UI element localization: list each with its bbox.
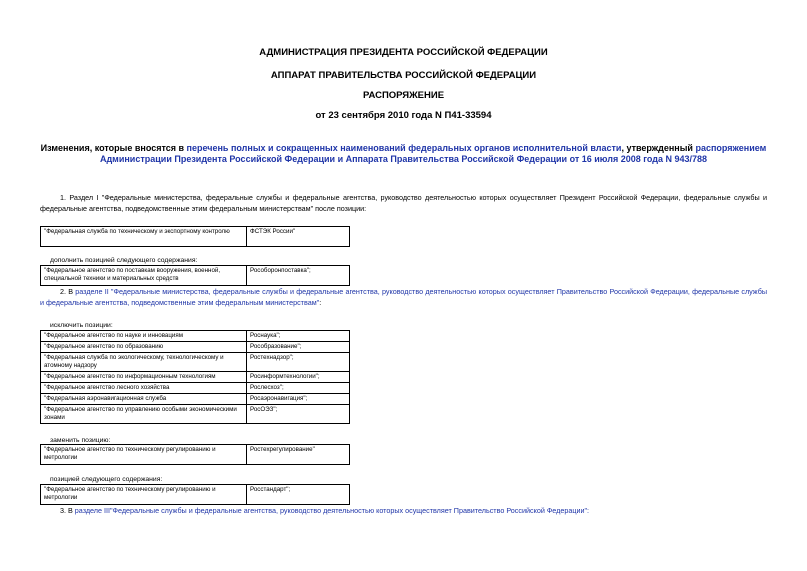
table-row (41, 266, 350, 286)
agency-name-cell: "Федеральное агентство по поставкам вооружения, военной, специальной техники и материальных средств (41, 266, 247, 286)
section-2-prefix: 2. В (60, 287, 76, 296)
instruction-replace: заменить позицию: (50, 437, 111, 444)
table-row (41, 353, 350, 372)
instruction-new-content: позицией следующего содержания: (50, 476, 163, 483)
section-1-text: 1. Раздел I "Федеральные министерства, федеральные службы и федеральные агентства, руководство деятельностью которых осуществляет Президент Российской Федерации, федеральные службы и федеральные агентства, подведомственные этим федеральным министерствам" после позиции: (40, 193, 767, 213)
table-row (41, 405, 350, 424)
document-type: РАСПОРЯЖЕНИЕ (362, 90, 445, 101)
document-date-number: от 23 сентября 2010 года N П41-33594 (315, 110, 492, 121)
table-add-position (40, 265, 350, 286)
agency-abbr-cell: Росинформтехнологии"; (247, 372, 350, 383)
agency-name-cell: "Федеральное агентство по техническому регулированию и метрологии (41, 445, 247, 465)
section-2-link[interactable]: разделе II "Федеральные министерства, федеральные службы и федеральные агентства, руководство деятельностью которых осуществляет Правительство Российской Федерации, федеральные службы и федеральные агентства, подведомственные этим федеральным министерствам" (40, 287, 767, 307)
table-new-position (40, 484, 350, 505)
org-name-presidential-administration: АДМИНИСТРАЦИЯ ПРЕЗИДЕНТА РОССИЙСКОЙ ФЕДЕРАЦИИ (259, 47, 548, 58)
agency-name-cell: "Федеральное агентство по науке и инновациям (41, 331, 247, 342)
table-row (41, 394, 350, 405)
section-3-text (40, 506, 767, 517)
table-row (41, 342, 350, 353)
title-link-order[interactable]: распоряжением Администрации Президента Российской Федерации и Аппарата Правительства Российской Федерации от 16 июля 2008 года N 943/788 (99, 143, 767, 164)
table-row (41, 331, 350, 342)
agency-name-cell: "Федеральное агентство по образованию (41, 342, 247, 353)
agency-name-cell: "Федеральная служба по экологическому, технологическому и атомному надзору (41, 353, 247, 372)
agency-abbr-cell: Роснаука"; (247, 331, 350, 342)
section-3-link[interactable]: разделе III (74, 506, 110, 515)
section-3-prefix: 3. В (60, 506, 75, 515)
title-link-list[interactable]: перечень полных и сокращенных наименований федеральных органов исполнительной власти (186, 143, 622, 153)
agency-abbr-cell: Ростехнадзор"; (247, 353, 350, 372)
agency-abbr-cell: Рослесхоз"; (247, 383, 350, 394)
agency-name-cell: "Федеральная аэронавигационная служба (41, 394, 247, 405)
table-replace-position (40, 444, 350, 465)
agency-name-cell: "Федеральное агентство по управлению особыми экономическими зонами (41, 405, 247, 424)
title-text-middle: , утвержденный (621, 143, 696, 153)
agency-abbr-cell: Росаэронавигация"; (247, 394, 350, 405)
agency-name-cell: "Федеральное агентство по информационным технологиям (41, 372, 247, 383)
section-2-text (40, 287, 767, 308)
agency-abbr-cell: ФСТЭК России" (247, 227, 350, 247)
agency-abbr-cell: Рособоронпоставка"; (247, 266, 350, 286)
document-title (40, 143, 767, 165)
agency-abbr-cell: Росстандарт"; (247, 485, 350, 505)
table-after-position (40, 226, 350, 247)
agency-name-cell: "Федеральное агентство лесного хозяйства (41, 383, 247, 394)
title-text-start: Изменения, которые вносятся в (40, 143, 187, 153)
org-name-government-apparatus: АППАРАТ ПРАВИТЕЛЬСТВА РОССИЙСКОЙ ФЕДЕРАЦИИ (270, 70, 537, 81)
section-2-suffix: : (319, 297, 322, 307)
agency-abbr-cell: Рособразование"; (247, 342, 350, 353)
agency-abbr-cell: РосОЭЗ"; (247, 405, 350, 424)
table-row (41, 227, 350, 247)
instruction-exclude: исключить позиции: (50, 322, 113, 329)
table-row (41, 445, 350, 465)
table-row (41, 372, 350, 383)
instruction-add: дополнить позицией следующего содержания: (50, 257, 198, 264)
section-3-suffix: "Федеральные службы и федеральные агентства, руководство деятельностью которых осуществляет Правительство Российской Федерации": (109, 506, 590, 515)
agency-name-cell: "Федеральное агентство по техническому регулированию и метрологии (41, 485, 247, 505)
table-row (41, 485, 350, 505)
agency-name-cell: "Федеральная служба по техническому и экспортному контролю (41, 227, 247, 247)
table-row (41, 383, 350, 394)
agency-abbr-cell: Ростехрегулирование" (247, 445, 350, 465)
table-exclude-positions (40, 330, 350, 424)
